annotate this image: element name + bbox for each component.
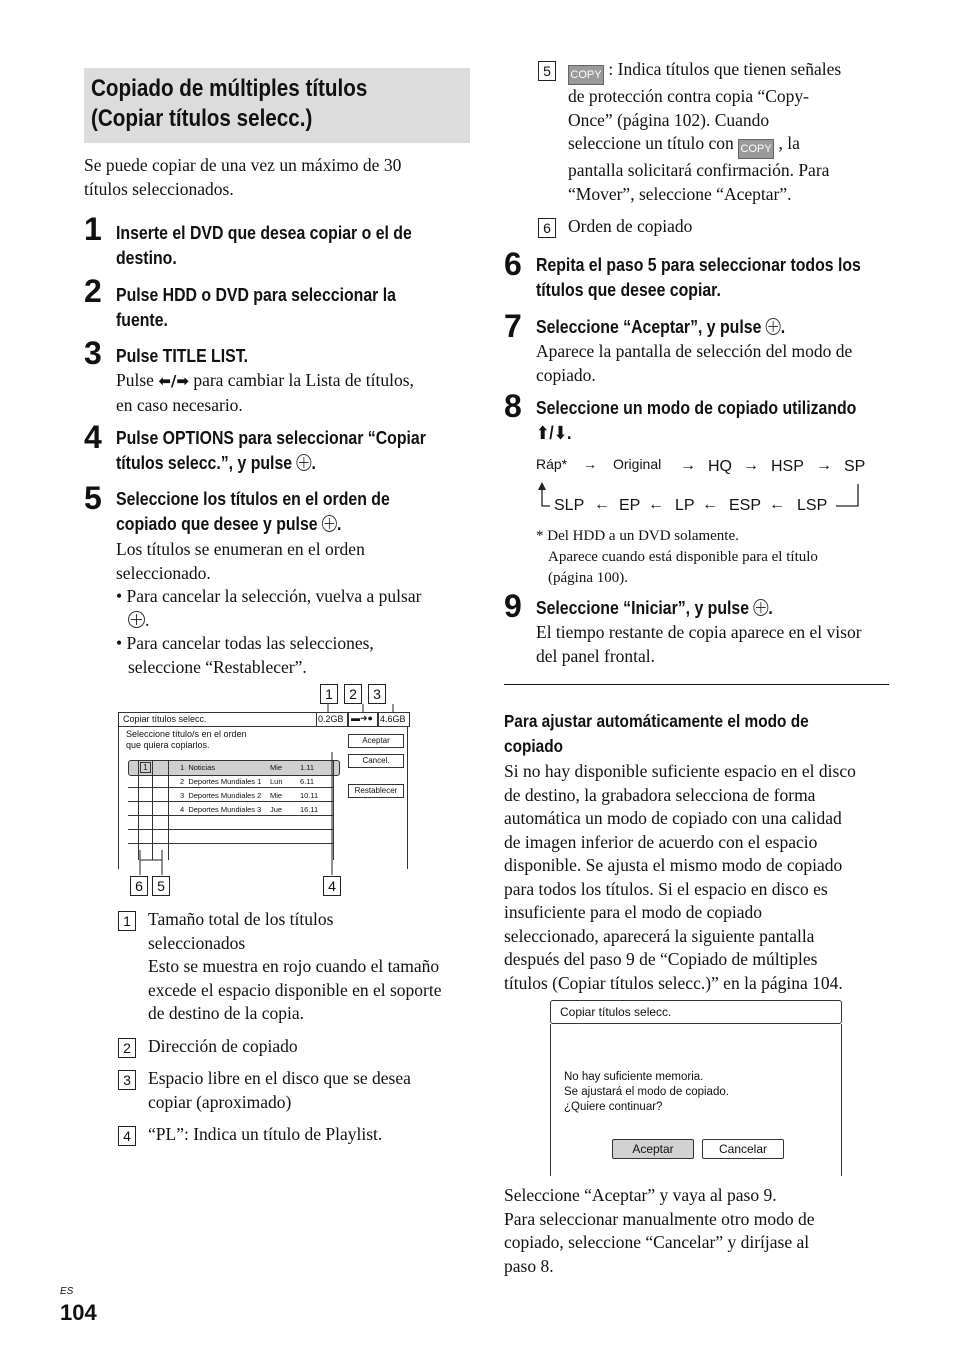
section-title-box xyxy=(84,68,470,143)
table-row[interactable]: 2 Deportes Mundiales 1 Lun 6.11 xyxy=(180,777,315,786)
step-9-number: 9 xyxy=(504,588,522,624)
callouts-top: 1 2 3 xyxy=(320,684,386,704)
step-3-text: Pulse TITLE LIST. xyxy=(116,346,249,366)
screen-header: Copiar títulos selecc. xyxy=(118,712,317,727)
step-5-text: Seleccione los títulos en el orden de copiado que desee y pulse . xyxy=(116,489,390,534)
step-5-number: 5 xyxy=(84,480,102,516)
intro-text: Se puede copiar de una vez un máximo de 30 títulos seleccionados. xyxy=(84,155,402,199)
arrow-icon: → xyxy=(816,457,832,474)
mode-slp: SLP xyxy=(554,497,585,514)
legend-item-6: 6 Orden de copiado xyxy=(538,215,898,239)
enter-button-icon xyxy=(128,611,145,628)
dialog-message: No hay suficiente memoria. Se ajustará el modo de copiado. ¿Quiere continuar? xyxy=(564,1071,729,1113)
legend-item-1: 1 Tamaño total de los títulos seleccionados Esto se muestra en rojo cuando el tamaño excede el espacio disponible en el soporte de destino de la copia. xyxy=(118,908,478,1026)
mode-esp: ESP xyxy=(729,497,762,514)
enter-button-icon xyxy=(766,318,781,335)
total-size-display: 0.2GB xyxy=(316,712,348,727)
step-8-text: Seleccione un modo de copiado utilizando ⬆/⬇. xyxy=(536,398,857,444)
mode-ep: EP xyxy=(619,497,641,514)
copy-mode-diagram xyxy=(536,452,896,522)
down-arrow-icon: ⬇ xyxy=(553,423,567,444)
order-marker: 1 xyxy=(140,762,151,773)
sub-heading: Para ajustar automáticamente el modo de copiado xyxy=(504,711,809,756)
cancel-button[interactable]: Cancelar xyxy=(702,1139,784,1159)
step-1-text: Inserte el DVD que desea copiar o el de destino. xyxy=(116,223,412,268)
mode-original: Original xyxy=(613,456,662,472)
enter-button-icon xyxy=(322,515,337,532)
mode-hq: HQ xyxy=(708,458,732,475)
step-7-text: Seleccione “Aceptar”, y pulse . xyxy=(536,317,786,337)
legend-list xyxy=(118,908,478,1147)
step-9-body: El tiempo restante de copia aparece en el visor del panel frontal. xyxy=(536,622,862,666)
arrow-icon: ← xyxy=(648,496,664,513)
table-row[interactable]: 4 Deportes Mundiales 3 Jue 16.11 xyxy=(180,805,319,814)
dialog-header: Copiar títulos selecc. xyxy=(550,1000,842,1024)
step-5-body: Los títulos se enumeran en el orden seleccionado. • Para cancelar la selección, vuelva a pulsar . • Para cancelar todas las selecciones, seleccione “Restablecer”. xyxy=(116,539,422,677)
legend-item-2: 2 Dirección de copiado xyxy=(118,1035,478,1059)
arrow-icon: → xyxy=(743,457,759,474)
table-row[interactable]: 3 Deportes Mundiales 2 Mie 10.11 xyxy=(180,791,319,800)
sub-body: Si no hay disponible suficiente espacio en el disco de destino, la grabadora selecciona de forma automática un modo de copiado con una calidad de imagen inferior de acuerdo con el espacio disponible. Se ajusta el mismo modo de copiado para todos los títulos. Si el espacio en disco es insuficiente para el modo de copiado seleccionado, aparecerá la siguiente pantalla después del paso 9 de “Copiado de múltiples títulos (Copiar títulos selecc.)” en la página 104. xyxy=(504,761,856,993)
table-row[interactable]: 1 Noticias Mie 1.11 xyxy=(180,763,315,772)
mode-loop-lines xyxy=(536,452,896,522)
cancel-button[interactable]: Cancel. xyxy=(348,754,404,768)
enter-button-icon xyxy=(753,599,768,616)
legend-item-3: 3 Espacio libre en el disco que se desea copiar (aproximado) xyxy=(118,1067,478,1114)
callout-bottom-right: 4 xyxy=(323,876,341,896)
mode-hsp: HSP xyxy=(771,458,804,475)
section-title: Copiado de múltiples títulos (Copiar títulos selecc.) xyxy=(91,75,368,132)
arrow-icon: ← xyxy=(594,496,610,513)
callout-lines xyxy=(110,700,410,880)
arrow-icon: → xyxy=(680,457,696,474)
step-4-number: 4 xyxy=(84,419,102,455)
step-6-text: Repita el paso 5 para seleccionar todos los títulos que desee copiar. xyxy=(536,255,861,300)
copy-direction-icon: ▬➜● xyxy=(348,712,378,727)
step-6-number: 6 xyxy=(504,246,522,282)
accept-button[interactable]: Aceptar xyxy=(348,734,404,748)
step-7-body: Aparece la pantalla de selección del modo de copiado. xyxy=(536,341,853,385)
reset-button[interactable]: Restablecer xyxy=(348,784,404,798)
page-number: 104 xyxy=(60,1300,97,1325)
legend-item-5: 5 COPY : Indica títulos que tienen señales de protección contra copia “Copy- Once” (página 102). Cuando seleccione un título con COPY , la pantalla solicitará confirmación. Para “Mover”, seleccione “Aceptar”. 6 Orden de copiado xyxy=(538,58,898,239)
after-text: Seleccione “Aceptar” y vaya al paso 9. Para seleccionar manualmente otro modo de copiado, seleccione “Cancelar” y diríjase al paso 8. xyxy=(504,1185,815,1276)
up-arrow-icon: ⬆ xyxy=(536,423,550,444)
insufficient-memory-dialog xyxy=(550,1000,842,1176)
page-lang: ES xyxy=(60,1286,74,1297)
arrow-icon: → xyxy=(583,456,597,472)
arrow-icon: ← xyxy=(769,496,785,513)
step-3-body: Pulse ⬅/➡ para cambiar la Lista de títulos, en caso necesario. xyxy=(116,370,414,415)
step-1-number: 1 xyxy=(84,211,102,247)
step-2-number: 2 xyxy=(84,273,102,309)
step-4-text: Pulse OPTIONS para seleccionar “Copiar títulos selecc.”, y pulse . xyxy=(116,428,426,473)
free-space-display: 4.6GB xyxy=(378,712,410,727)
step-7-number: 7 xyxy=(504,308,522,344)
callouts-bottom-left: 6 5 xyxy=(130,876,170,896)
legend-item-4: 4 “PL”: Indica un título de Playlist. xyxy=(118,1123,478,1147)
step-3-number: 3 xyxy=(84,335,102,371)
mode-rap: Ráp* xyxy=(536,456,568,472)
footnote: * Del HDD a un DVD solamente. Aparece cuando está disponible para el título (página 100). xyxy=(536,528,818,586)
screen-instruction: Seleccione título/s en el orden que quiera copiarlos. xyxy=(126,729,247,750)
section-divider xyxy=(504,684,889,685)
enter-button-icon xyxy=(296,454,311,471)
mode-sp: SP xyxy=(844,458,866,475)
mode-lsp: LSP xyxy=(797,497,828,514)
step-8-number: 8 xyxy=(504,388,522,424)
copy-once-icon: COPY xyxy=(738,139,774,159)
copy-once-icon: COPY xyxy=(568,65,604,85)
arrow-icon: ← xyxy=(702,496,718,513)
mode-lp: LP xyxy=(675,497,695,514)
left-right-arrow-icon: ⬅/➡ xyxy=(158,372,189,390)
step-2-text: Pulse HDD o DVD para seleccionar la fuente. xyxy=(116,285,396,330)
accept-button[interactable]: Aceptar xyxy=(612,1139,694,1159)
step-9-text: Seleccione “Iniciar”, y pulse . xyxy=(536,598,773,618)
